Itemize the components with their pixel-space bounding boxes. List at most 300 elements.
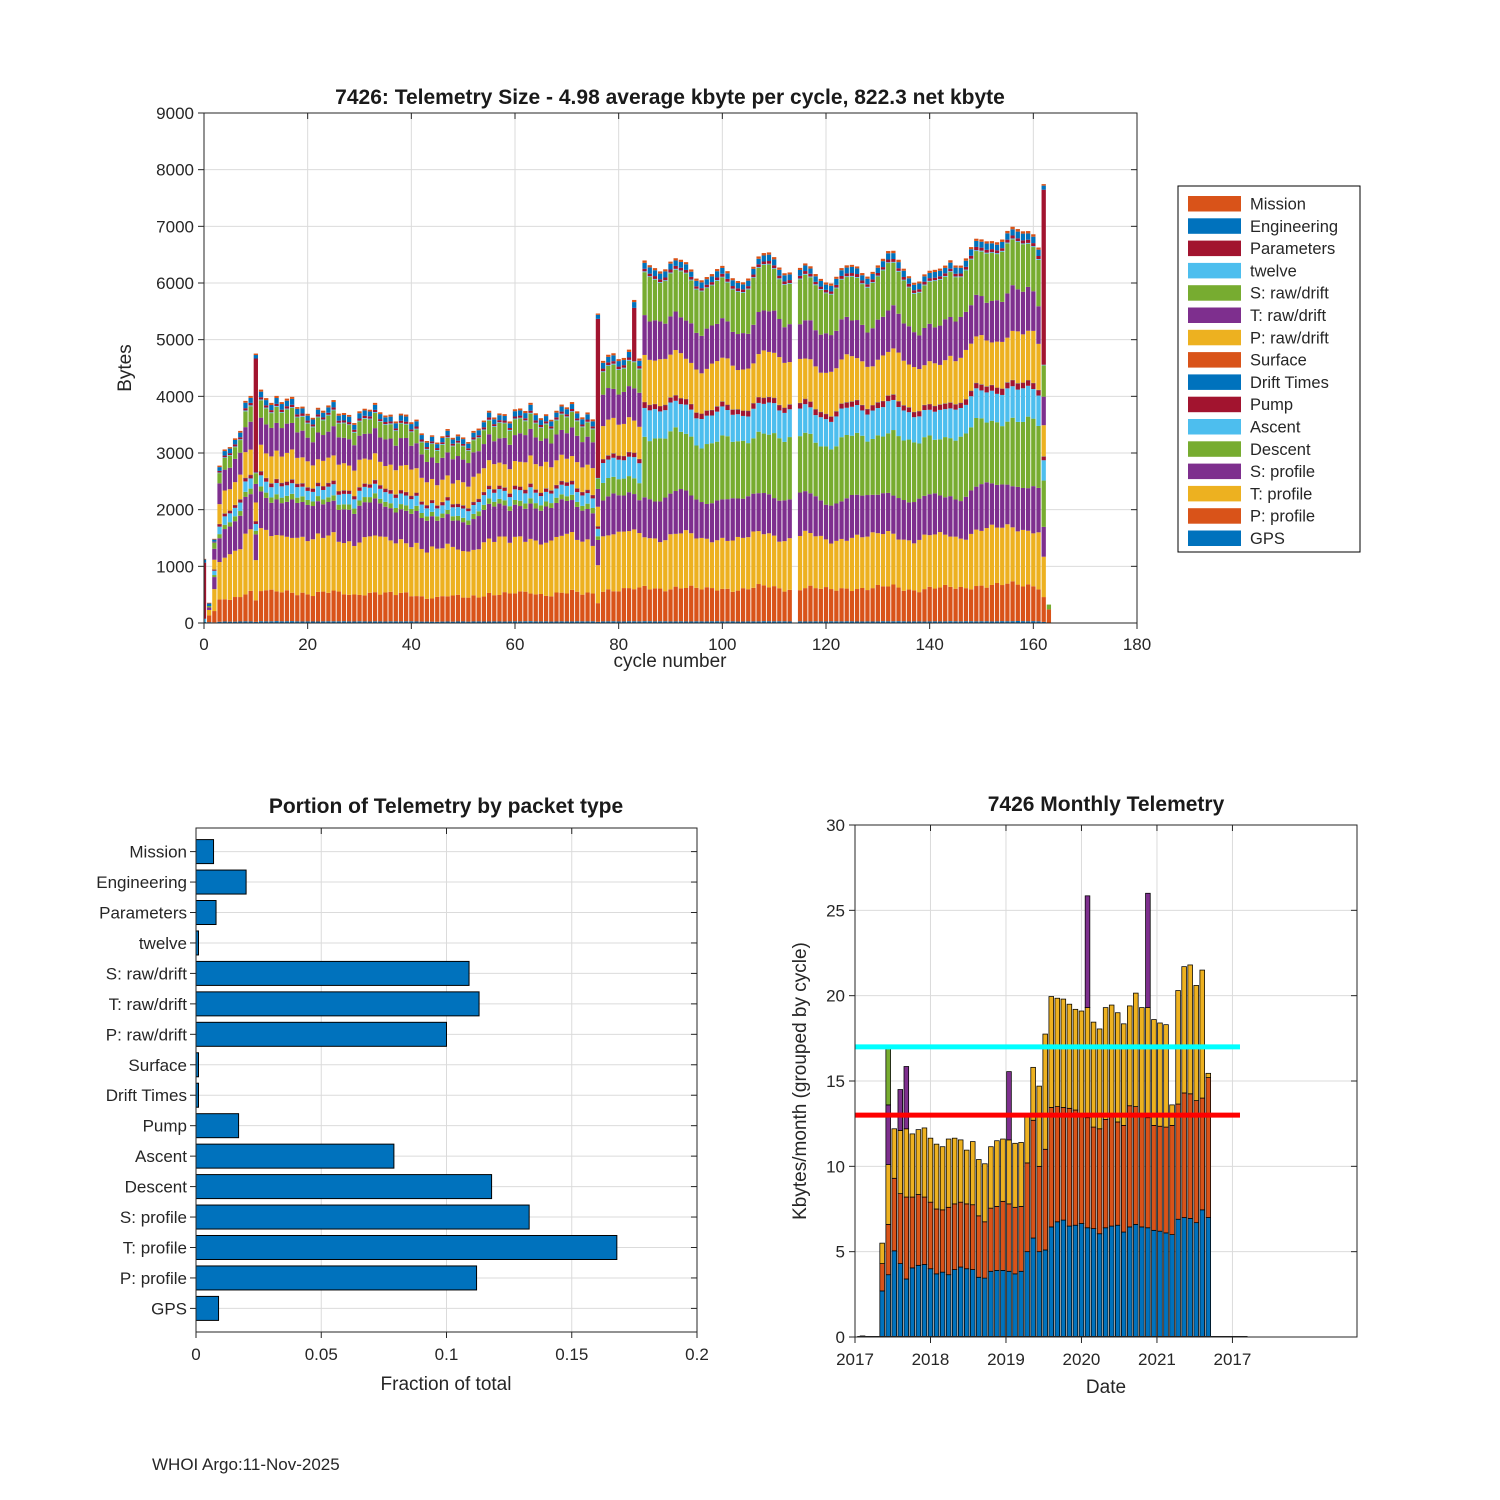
monthly-bar-segment	[1043, 1149, 1048, 1250]
bar-segment	[1026, 531, 1030, 585]
bar-segment	[404, 592, 408, 621]
bar-segment	[886, 251, 890, 253]
bar-segment	[637, 500, 641, 533]
bar-segment	[705, 285, 709, 288]
bar-segment	[891, 251, 895, 253]
bar-segment	[534, 490, 538, 493]
bar-segment	[456, 480, 460, 504]
monthly-bar-segment	[1103, 1119, 1108, 1227]
bar-segment	[627, 452, 631, 456]
bar-segment	[513, 461, 517, 485]
bar-segment	[544, 421, 548, 423]
bar-segment	[420, 435, 424, 439]
bar-segment	[399, 438, 403, 466]
bar-segment	[311, 426, 315, 427]
bar-segment	[824, 282, 828, 284]
bar-segment	[663, 269, 667, 271]
bar-segment	[414, 420, 418, 422]
monthly-bar-segment	[1188, 1094, 1193, 1219]
bar-segment	[855, 277, 859, 278]
bar-segment	[1010, 238, 1014, 239]
bar-segment	[399, 466, 403, 490]
bar-segment	[596, 319, 600, 478]
bar-segment	[295, 498, 299, 503]
monthly-bar-segment	[1001, 1201, 1006, 1270]
x-tick-label: 2017	[836, 1350, 874, 1369]
bar-segment	[300, 431, 304, 458]
bar-segment	[829, 335, 833, 372]
bar-segment	[788, 437, 792, 499]
monthly-bar-segment	[983, 1222, 988, 1278]
bar-segment	[518, 536, 522, 591]
bar-segment	[824, 290, 828, 293]
bar-segment	[306, 414, 310, 416]
portion-bar	[196, 992, 479, 1016]
bar-segment	[871, 411, 875, 439]
bar-segment	[435, 485, 439, 505]
bar-segment	[466, 442, 470, 444]
bar-segment	[632, 308, 636, 361]
bar-segment	[1000, 395, 1004, 426]
bar-segment	[1016, 331, 1020, 383]
monthly-bar-segment	[1206, 1073, 1211, 1077]
monthly-bar-segment	[1067, 1004, 1072, 1108]
bar-segment	[451, 521, 455, 547]
bar-segment	[311, 424, 315, 426]
legend-swatch	[1188, 330, 1241, 346]
bar-segment	[746, 286, 750, 288]
bar-segment	[808, 407, 812, 433]
bar-segment	[881, 586, 885, 621]
bar-segment	[658, 282, 662, 283]
bar-segment	[321, 413, 325, 418]
bar-segment	[373, 405, 377, 410]
bar-segment	[1036, 532, 1040, 589]
bar-segment	[943, 497, 947, 534]
bar-segment	[290, 399, 294, 405]
bar-segment	[979, 385, 983, 391]
bar-segment	[658, 501, 662, 542]
monthly-bar-segment	[995, 1141, 1000, 1207]
bar-segment	[217, 524, 221, 526]
bar-segment	[917, 416, 921, 443]
bar-segment	[316, 496, 320, 501]
bar-segment	[834, 412, 838, 417]
bar-segment	[544, 506, 548, 542]
bar-segment	[995, 245, 999, 251]
bar-segment	[772, 268, 776, 269]
monthly-bar-segment	[1037, 1252, 1042, 1337]
bar-segment	[513, 419, 517, 420]
bar-segment	[1026, 584, 1030, 621]
legend-swatch	[1188, 397, 1241, 413]
bar-segment	[223, 516, 227, 524]
bar-segment	[601, 483, 605, 501]
bar-segment	[725, 436, 729, 499]
bar-segment	[663, 591, 667, 621]
bar-segment	[1042, 460, 1046, 480]
bar-segment	[746, 416, 750, 443]
bar-segment	[611, 477, 615, 494]
footer-stamp: WHOI Argo:11-Nov-2025	[152, 1455, 340, 1474]
bar-segment	[622, 460, 626, 478]
bar-segment	[451, 446, 455, 447]
bar-segment	[456, 521, 460, 550]
bar-segment	[855, 266, 859, 268]
bar-segment	[306, 416, 310, 421]
bar-segment	[534, 540, 538, 594]
bar-segment	[969, 534, 973, 589]
monthly-bar-segment	[983, 1278, 988, 1337]
bar-segment	[855, 320, 859, 358]
bar-segment	[736, 414, 740, 441]
bar-segment	[658, 589, 662, 622]
bar-segment	[891, 496, 895, 534]
bar-segment	[736, 591, 740, 622]
bar-segment	[560, 593, 564, 622]
bar-segment	[772, 269, 776, 311]
bar-segment	[746, 289, 750, 290]
bar-segment	[580, 424, 584, 426]
bar-segment	[399, 421, 403, 423]
bar-segment	[347, 415, 351, 417]
bar-segment	[824, 333, 828, 373]
bar-segment	[642, 537, 646, 586]
bar-segment	[995, 254, 999, 300]
y-tick-label: 9000	[156, 104, 194, 123]
bar-segment	[715, 407, 719, 412]
legend-swatch	[1188, 263, 1241, 279]
bar-segment	[922, 276, 926, 281]
monthly-bar-segment	[1103, 1008, 1108, 1120]
bar-segment	[933, 281, 937, 327]
category-label: P: raw/drift	[105, 1025, 187, 1045]
bar-segment	[497, 423, 501, 438]
bar-segment	[731, 498, 735, 540]
monthly-bar-segment	[958, 1267, 963, 1337]
bar-segment	[684, 262, 688, 264]
bar-segment	[347, 424, 351, 425]
bar-segment	[238, 437, 242, 439]
bar-segment	[254, 521, 258, 524]
bar-segment	[471, 595, 475, 621]
bar-segment	[964, 261, 968, 267]
bar-segment	[632, 362, 636, 388]
bar-segment	[689, 272, 693, 277]
bar-segment	[378, 499, 382, 504]
bar-segment	[414, 596, 418, 621]
bar-segment	[254, 534, 258, 560]
bar-segment	[938, 587, 942, 621]
monthly-chart	[790, 793, 1357, 1398]
bar-segment	[596, 565, 600, 603]
bar-segment	[373, 413, 377, 428]
bar-segment	[938, 269, 942, 271]
bar-segment	[331, 402, 335, 407]
bar-segment	[306, 541, 310, 594]
bar-segment	[741, 416, 745, 441]
bar-segment	[544, 424, 548, 438]
bar-segment	[777, 405, 781, 410]
bar-segment	[617, 425, 621, 456]
bar-segment	[409, 496, 413, 499]
telemetry-ylabel: Bytes	[115, 344, 136, 392]
bar-segment	[363, 416, 367, 418]
bar-segment	[751, 325, 755, 364]
bar-segment	[352, 471, 356, 496]
bar-segment	[990, 342, 994, 384]
monthly-bar-segment	[904, 1197, 909, 1279]
bar-segment	[363, 434, 367, 459]
bar-segment	[813, 282, 817, 284]
bar-segment	[487, 498, 491, 503]
bar-segment	[668, 402, 672, 431]
monthly-bar-segment	[910, 1197, 915, 1268]
bar-segment	[461, 460, 465, 483]
bar-segment	[523, 490, 527, 493]
bar-segment	[907, 365, 911, 408]
monthly-bar-segment	[898, 1090, 903, 1131]
bar-segment	[668, 534, 672, 589]
bar-segment	[684, 530, 688, 588]
bar-segment	[813, 284, 817, 285]
bar-segment	[756, 397, 760, 402]
bar-segment	[513, 537, 517, 594]
bar-segment	[477, 474, 481, 499]
bar-segment	[212, 575, 216, 577]
bar-segment	[606, 388, 610, 420]
bar-segment	[539, 427, 543, 428]
category-label: Pump	[142, 1116, 187, 1136]
bar-segment	[440, 444, 444, 445]
bar-segment	[534, 493, 538, 503]
bar-segment	[570, 412, 574, 427]
bar-segment	[316, 486, 320, 496]
bar-segment	[731, 290, 735, 332]
bar-segment	[725, 321, 729, 358]
bar-segment	[477, 430, 481, 435]
bar-segment	[990, 253, 994, 301]
monthly-bar-segment	[1007, 1072, 1012, 1140]
bar-segment	[813, 410, 817, 416]
bar-segment	[715, 361, 719, 406]
bar-segment	[249, 494, 253, 529]
bar-segment	[414, 511, 418, 543]
bar-segment	[917, 540, 921, 592]
bar-segment	[995, 300, 999, 341]
bar-segment	[611, 364, 615, 365]
bar-segment	[979, 242, 983, 248]
bar-segment	[523, 493, 527, 503]
bar-segment	[502, 537, 506, 593]
bar-segment	[523, 418, 527, 420]
bar-segment	[964, 588, 968, 621]
monthly-bar-segment	[1176, 1219, 1181, 1337]
bar-segment	[1000, 302, 1004, 342]
bar-segment	[803, 399, 807, 404]
bar-segment	[264, 405, 268, 407]
bar-segment	[865, 415, 869, 442]
bar-segment	[570, 411, 574, 412]
bar-segment	[725, 271, 729, 273]
bar-segment	[938, 532, 942, 587]
bar-segment	[466, 450, 470, 451]
bar-segment	[953, 410, 957, 441]
bar-segment	[363, 497, 367, 502]
bar-segment	[689, 363, 693, 404]
bar-segment	[321, 420, 325, 435]
bar-segment	[637, 366, 641, 369]
bar-segment	[808, 493, 812, 533]
bar-segment	[891, 395, 895, 400]
bar-segment	[430, 441, 434, 443]
bar-segment	[264, 482, 268, 493]
bar-segment	[860, 361, 864, 405]
bar-segment	[819, 287, 823, 290]
bar-segment	[803, 491, 807, 531]
bar-segment	[399, 593, 403, 621]
bar-segment	[508, 511, 512, 543]
bar-segment	[694, 588, 698, 622]
bar-segment	[850, 267, 854, 273]
bar-segment	[948, 403, 952, 409]
bar-segment	[311, 427, 315, 442]
bar-segment	[534, 415, 538, 420]
monthly-bar-segment	[904, 1066, 909, 1128]
bar-segment	[725, 405, 729, 410]
monthly-bar-segment	[916, 1130, 921, 1195]
bar-segment	[570, 409, 574, 411]
bar-segment	[368, 502, 372, 536]
bar-segment	[528, 411, 532, 413]
bar-segment	[575, 540, 579, 592]
bar-segment	[658, 542, 662, 588]
bar-segment	[295, 595, 299, 621]
bar-segment	[1031, 247, 1035, 291]
bar-segment	[834, 285, 838, 288]
bar-segment	[1036, 248, 1040, 250]
bar-segment	[964, 433, 968, 496]
legend-swatch	[1188, 531, 1241, 547]
bar-segment	[357, 411, 361, 413]
bar-segment	[368, 485, 372, 488]
monthly-bar-segment	[1182, 967, 1187, 1093]
bar-segment	[756, 493, 760, 531]
bar-segment	[352, 514, 356, 546]
bar-segment	[689, 277, 693, 280]
bar-segment	[762, 350, 766, 397]
bar-segment	[508, 497, 512, 506]
bar-segment	[445, 510, 449, 514]
bar-segment	[580, 467, 584, 491]
monthly-bar-segment	[1025, 1163, 1030, 1252]
bar-segment	[508, 423, 512, 428]
bar-segment	[331, 591, 335, 622]
bar-segment	[881, 437, 885, 494]
bar-segment	[611, 493, 615, 534]
bar-segment	[445, 435, 449, 437]
bar-segment	[720, 499, 724, 537]
bar-segment	[316, 410, 320, 415]
monthly-bar-segment	[1127, 1227, 1132, 1337]
bar-segment	[508, 494, 512, 497]
monthly-bar-segment	[1103, 1228, 1108, 1337]
bar-segment	[674, 258, 678, 260]
bar-segment	[720, 274, 724, 277]
bar-segment	[839, 588, 843, 621]
bar-segment	[259, 399, 263, 400]
portion-bar	[196, 1114, 239, 1138]
bar-segment	[1031, 234, 1035, 236]
bar-segment	[238, 440, 242, 453]
bar-segment	[886, 401, 890, 433]
bar-segment	[404, 543, 408, 592]
bar-segment	[539, 428, 543, 441]
bar-segment	[845, 403, 849, 408]
bar-segment	[368, 536, 372, 592]
bar-segment	[311, 418, 315, 420]
bar-segment	[746, 289, 750, 333]
bar-segment	[839, 319, 843, 359]
bar-segment	[876, 495, 880, 533]
bar-segment	[777, 270, 781, 276]
bar-segment	[772, 433, 776, 498]
bar-segment	[974, 388, 978, 418]
bar-segment	[212, 577, 216, 589]
bar-segment	[928, 404, 932, 409]
bar-segment	[440, 458, 444, 480]
bar-segment	[782, 500, 786, 541]
bar-segment	[414, 427, 418, 429]
bar-segment	[663, 405, 667, 410]
bar-segment	[762, 585, 766, 621]
bar-segment	[642, 271, 646, 272]
bar-segment	[902, 280, 906, 323]
bar-segment	[508, 430, 512, 431]
bar-segment	[762, 493, 766, 534]
bar-segment	[699, 414, 703, 419]
bar-segment	[798, 409, 802, 437]
bar-segment	[502, 416, 506, 421]
bar-segment	[845, 276, 849, 277]
bar-segment	[1026, 381, 1030, 386]
bar-segment	[710, 282, 714, 285]
monthly-bar-segment	[916, 1194, 921, 1265]
bar-segment	[337, 491, 341, 494]
bar-segment	[606, 589, 610, 621]
bar-segment	[933, 278, 937, 281]
bar-segment	[772, 257, 776, 259]
bar-segment	[637, 463, 641, 483]
bar-segment	[295, 538, 299, 595]
bar-segment	[834, 279, 838, 285]
bar-segment	[331, 407, 335, 409]
monthly-bar-segment	[1001, 1270, 1006, 1337]
bar-segment	[819, 335, 823, 373]
bar-segment	[259, 486, 263, 491]
bar-segment	[575, 418, 579, 420]
bar-segment	[363, 487, 367, 497]
bar-segment	[668, 269, 672, 272]
bar-segment	[378, 486, 382, 489]
bar-segment	[425, 449, 429, 450]
bar-segment	[1026, 243, 1030, 244]
bar-segment	[420, 433, 424, 435]
bar-segment	[1026, 386, 1030, 417]
bar-segment	[1005, 338, 1009, 383]
bar-segment	[565, 459, 569, 482]
bar-segment	[642, 497, 646, 537]
